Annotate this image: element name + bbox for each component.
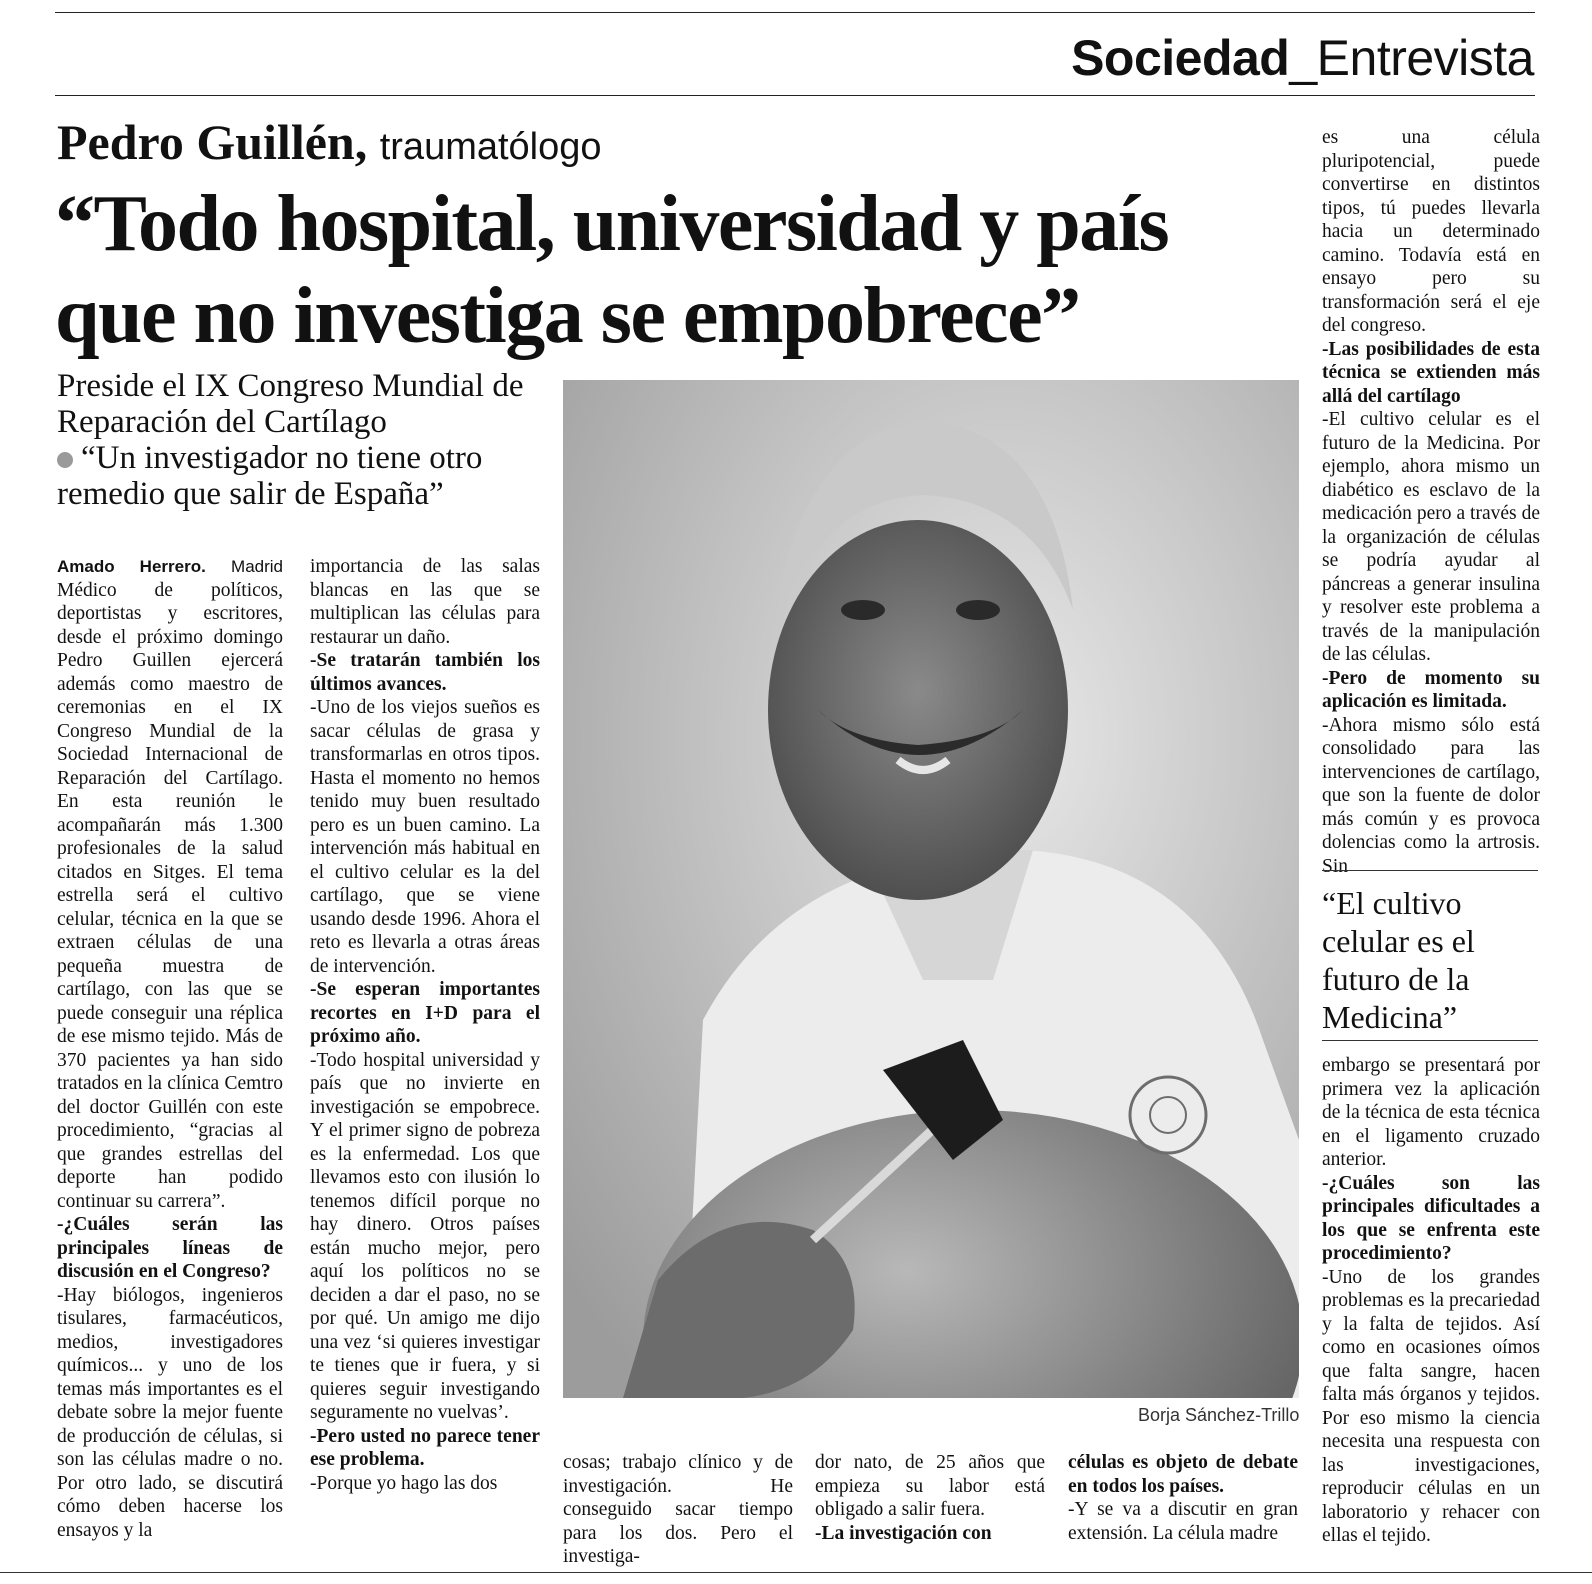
photo-credit: Borja Sánchez-Trillo xyxy=(1138,1405,1300,1425)
dateline-place: Madrid xyxy=(231,557,284,576)
subheadline xyxy=(57,368,537,512)
answer-8: -Uno de los grandes problemas es la precariedad y la falta de tejidos. Así como en ocasiones oímos que falta sangre, hacen falta más órganos y tejidos. Por eso mismo la ciencia necesita una respuesta con las investigaciones, reproducir células en un laboratorio y rehacer con ellas el tejido. xyxy=(1322,1266,1540,1546)
top-rule xyxy=(55,12,1535,13)
answer-2: -Uno de los viejos sueños es sacar células de grasa y transformarlas en otros tipos. Hasta el momento no hemos tenido muy buen resultado pero es un buen camino. La intervención más habitual en el cultivo celular es la del cartílago, que se viene usando desde 1996. Ahora el reto es llevarla a otras áreas de intervención. xyxy=(310,697,540,977)
section-name: Sociedad xyxy=(1071,30,1290,86)
paragraph-col3: cosas; trabajo clínico y de investigación. He conseguido sacar tiempo para los dos. Pero el investiga- xyxy=(563,1452,793,1567)
question-2: -Se tratarán también los últimos avances. xyxy=(310,650,540,695)
question-5: -La investigación con xyxy=(815,1522,992,1544)
column-4 xyxy=(815,1451,1045,1545)
answer-4: -Porque yo hago las dos xyxy=(310,1472,498,1494)
pull-quote-rule-bottom xyxy=(1322,1040,1538,1041)
subsection-name: Entrevista xyxy=(1316,30,1534,86)
answer-5: -Y se va a discutir en gran extensión. La célula madre xyxy=(1068,1499,1298,1544)
bottom-rule xyxy=(0,1572,1592,1573)
subheadline-line-1: Preside el IX Congreso Mundial de Reparación del Cartílago xyxy=(57,368,524,440)
section-header xyxy=(1071,30,1534,86)
interviewee-byline xyxy=(57,112,602,177)
answer-7: -Ahora mismo sólo está consolidado para las intervenciones de cartílago, que son la fuente de dolor más común y es provoca dolencias como la artrosis. Sin xyxy=(1322,714,1540,877)
subheadline-quote: “Un investigador no tiene otro remedio que salir de España” xyxy=(57,440,483,512)
bullet-icon xyxy=(57,452,73,468)
question-5-continued: células es objeto de debate en todos los países. xyxy=(1068,1452,1298,1497)
paragraph-col6-continued: embargo se presentará por primera vez la aplicación de la técnica de esta técnica en el ligamento cruzado anterior. xyxy=(1322,1055,1540,1170)
header-rule xyxy=(55,95,1535,96)
section-separator: _ xyxy=(1289,30,1317,86)
pull-quote: “El cultivo celular es el futuro de la Medicina” xyxy=(1322,885,1475,1035)
portrait-illustration xyxy=(563,380,1299,1398)
portrait-photo xyxy=(563,380,1299,1398)
paragraph-col6: es una célula pluripotencial, puede convertirse en distintos tipos, tú puedes llevarla hacia un determinado camino. Todavía está en ensayo pero su transformación será el eje del congreso. xyxy=(1322,127,1540,336)
lead-paragraph xyxy=(57,555,283,1213)
paragraph-continued: importancia de las salas blancas en las que se multiplican las células para restaurar un daño. xyxy=(310,556,540,648)
answer-3: -Todo hospital universidad y país que no invierte en investigación se empobrece. Y el primer signo de pobreza es la enfermedad. Los que llevamos esto con ilusión lo tenemos difícil porque no hay dinero. Otros países están mucho mejor, pero aquí los políticos no se deciden a dar el paso, no se por qué. Un amigo me dijo una vez ‘si quieres investigar te tienes que ir fuera, y si quieres seguir investigando seguramente no vuelvas’. xyxy=(310,1049,540,1423)
column-2 xyxy=(310,555,540,1495)
interviewee-role: traumatólogo xyxy=(379,126,602,168)
question-6: -Las posibilidades de esta técnica se extienden más allá del cartílago xyxy=(1322,338,1540,407)
question-4: -Pero usted no parece tener ese problema. xyxy=(310,1425,540,1470)
column-6-bottom xyxy=(1322,1054,1540,1548)
column-3 xyxy=(563,1451,793,1569)
paragraph-col4: dor nato, de 25 años que empieza su labor está obligado a salir fuera. xyxy=(815,1452,1045,1520)
pull-quote-rule-top xyxy=(1322,870,1538,871)
question-8: -¿Cuáles son las principales dificultades a los que se enfrenta este procedimiento? xyxy=(1322,1172,1540,1264)
author-name: Amado Herrero. xyxy=(57,557,206,576)
question-3: -Se esperan importantes recortes en I+D para el próximo año. xyxy=(310,979,540,1047)
answer-6: -El cultivo celular es el futuro de la Medicina. Por ejemplo, ahora mismo un diabético es esclavo de la medicación pero a través de la organización de células se podría ayudar al páncreas a generar insulina y resolver este problema a través de la manipulación de las células. xyxy=(1322,409,1540,665)
column-5 xyxy=(1068,1451,1298,1545)
column-6-top xyxy=(1322,126,1540,878)
question-1: -¿Cuáles serán las principales líneas de discusión en el Congreso? xyxy=(57,1214,283,1282)
question-7: -Pero de momento su aplicación es limitada. xyxy=(1322,667,1540,712)
interviewee-name: Pedro Guillén, xyxy=(57,114,368,170)
headline: “Todo hospital, universidad y país que no investiga se empobrece” xyxy=(55,180,1169,360)
answer-1: -Hay biólogos, ingenieros tisulares, farmacéuticos, medios, investigadores químicos... y uno de los temas más importantes es el debate sobre la mejor fuente de producción de células, si son las células madre o no. Por otro lado, se discutirá cómo deben hacerse los ensayos y la xyxy=(57,1284,283,1541)
lead-text: Médico de políticos, deportistas y escritores, desde el próximo domingo Pedro Guillen ejercerá además como maestro de ceremonias en el IX Congreso Mundial de la Sociedad Internacional de Reparación del Cartílago. En esta reunión le acompañarán más 1.300 profesionales de la salud citados en Sitges. El tema estrella será el cultivo celular, técnica en la que se extraen células de una pequeña muestra de cartílago, con las que se puede conseguir una réplica de ese mismo tejido. Más de 370 pacientes ya han sido tratados en la clínica Cemtro del doctor Guillén con este procedimiento, “gracias al que grandes estrellas del deporte han podido continuar su carrera”. xyxy=(57,579,283,1212)
column-1 xyxy=(57,555,283,1542)
subheadline-line-2 xyxy=(57,440,537,512)
